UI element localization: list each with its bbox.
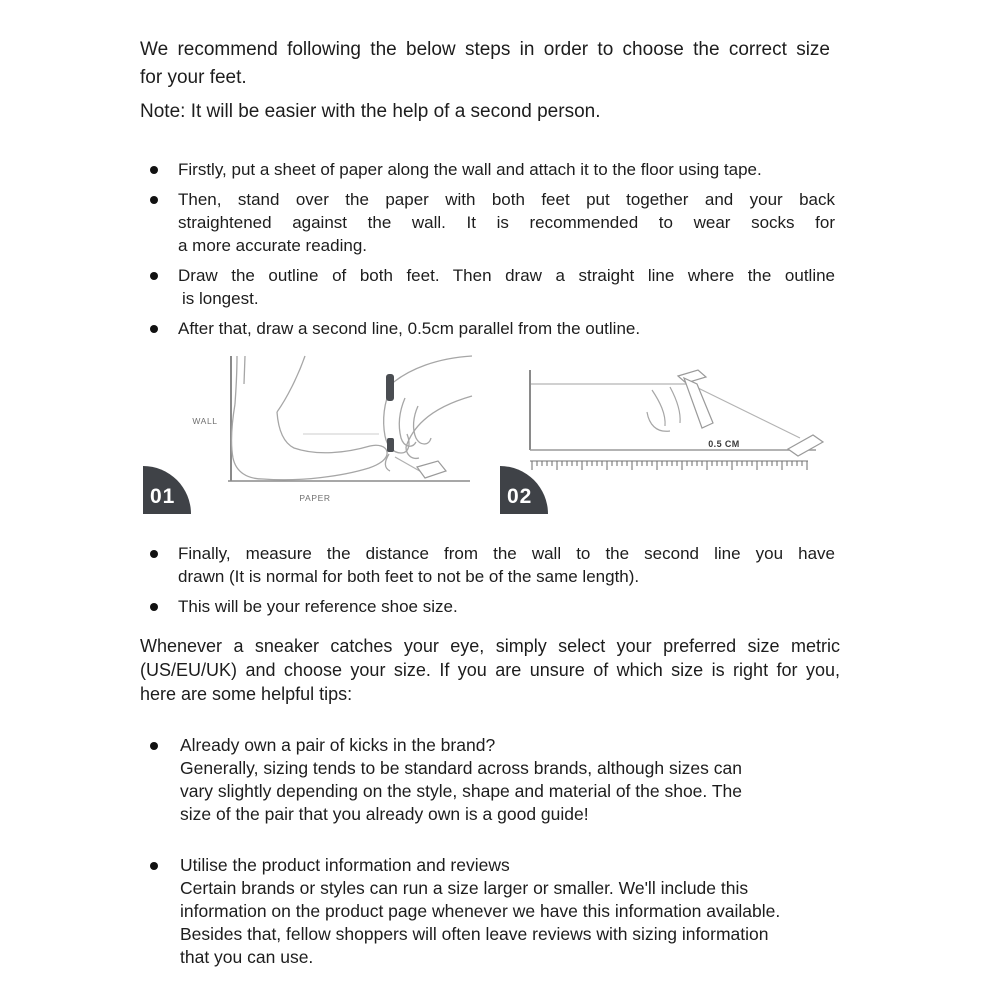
text-line: Finally, measure the distance from the wall to the second line you have (178, 544, 835, 563)
tip-title: Already own a pair of kicks in the brand? (180, 735, 496, 755)
measurement-steps-list (140, 158, 835, 340)
text-line: Certain brands or styles can run a size larger or smaller. We'll include this (180, 878, 749, 898)
list-item (140, 317, 835, 340)
text-line: Besides that, fellow shoppers will often leave reviews with sizing information (180, 924, 769, 944)
text-line: We recommend following the below steps in order to choose the correct size (140, 39, 830, 60)
ruler (530, 461, 808, 470)
text-line: Firstly, put a sheet of paper along the wall and attach it to the floor using tape. (178, 160, 762, 179)
text-line: After that, draw a second line, 0.5cm parallel from the outline. (178, 319, 641, 338)
list-item (140, 595, 835, 618)
half-cm-label: 0.5 CM (708, 439, 740, 449)
tip-item (140, 854, 835, 969)
tape-end (788, 435, 823, 456)
intro-paragraph (140, 36, 830, 92)
figure-second-line-measurement (500, 354, 840, 514)
text-line: information on the product page whenever we have this information available. (180, 901, 781, 921)
list-item (140, 542, 835, 588)
step-badge: 02 (500, 466, 548, 514)
text-line: here are some helpful tips: (140, 684, 353, 704)
text-line: for your feet. (140, 67, 247, 88)
tip-body (180, 877, 835, 969)
tip-body (180, 757, 835, 826)
hand-pencil-sketch (384, 356, 472, 471)
text-line: (US/EU/UK) and choose your size. If you are unsure of which size is right for you, (140, 660, 840, 680)
text-line: vary slightly depending on the style, shape and material of the shoe. The (180, 781, 742, 801)
pencil-icon (678, 370, 713, 428)
foot-against-wall-illustration (143, 354, 473, 514)
step-badge: 01 (143, 466, 191, 514)
text-line: Then, stand over the paper with both feet put together and your back (178, 190, 835, 209)
results-list (140, 542, 835, 618)
paper-label: PAPER (299, 493, 331, 503)
text-line: that you can use. (180, 947, 314, 967)
tip-item (140, 734, 835, 826)
text-line: Whenever a sneaker catches your eye, simply select your preferred size metric (140, 636, 840, 656)
text-line: This will be your reference shoe size. (178, 597, 458, 616)
list-item (140, 264, 835, 310)
tape-arrow (395, 457, 446, 478)
text-line: drawn (It is normal for both feet to not be of the same length). (178, 567, 640, 586)
text-line: size of the pair that you already own is a good guide! (180, 804, 589, 824)
second-line-illustration (500, 354, 840, 514)
tip-title: Utilise the product information and reviews (180, 855, 510, 875)
text-line: straightened against the wall. It is recommended to wear socks for (178, 213, 835, 232)
text-line: Draw the outline of both feet. Then draw a straight line where the outline (178, 266, 835, 285)
illustrations-row (143, 354, 1000, 514)
text-line: Generally, sizing tends to be standard across brands, although sizes can (180, 758, 742, 778)
tips-intro-paragraph (140, 634, 840, 706)
figure-wall-measurement (143, 354, 473, 514)
text-line: a more accurate reading. (178, 236, 367, 255)
text-line: is longest. (182, 289, 259, 308)
list-item (140, 158, 835, 181)
list-item (140, 188, 835, 257)
note-paragraph: Note: It will be easier with the help of a second person. (140, 101, 601, 122)
tips-list (140, 734, 835, 969)
wall-label: WALL (192, 416, 218, 426)
foot-sketch (232, 356, 388, 480)
hand-pencil-sketch (647, 387, 680, 431)
pencil-icon (386, 374, 394, 452)
